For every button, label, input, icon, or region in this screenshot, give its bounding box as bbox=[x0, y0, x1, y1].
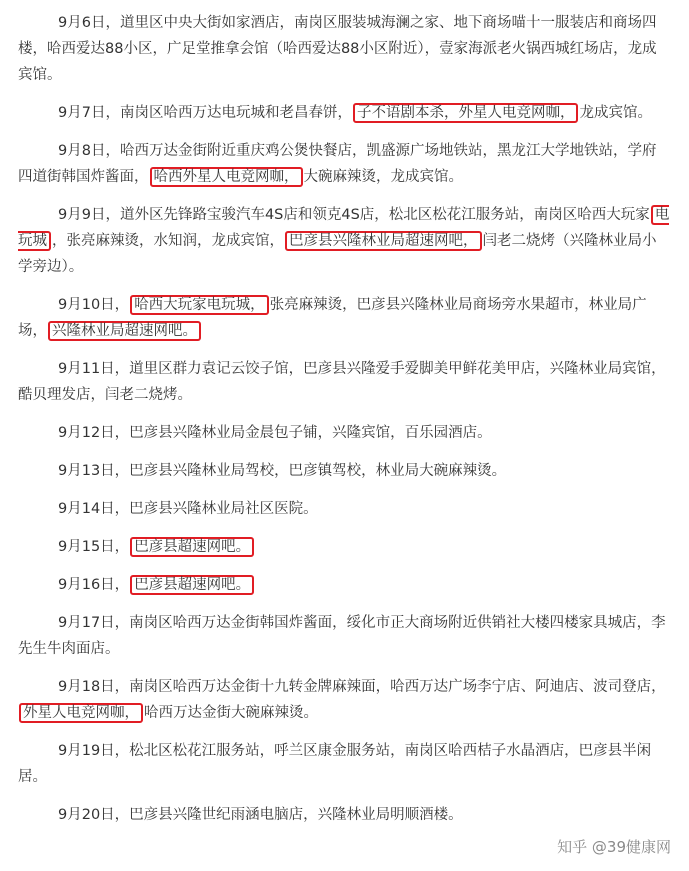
highlighted-location: 电玩城 bbox=[18, 207, 670, 249]
highlighted-location: 外星人电竞网咖， bbox=[19, 703, 143, 723]
itinerary-paragraph bbox=[18, 496, 670, 522]
itinerary-paragraph bbox=[18, 100, 670, 126]
paragraph-text: 大碗麻辣烫，龙成宾馆。 bbox=[303, 169, 463, 185]
paragraph-text: 9月7日，南岗区哈西万达电玩城和老昌春饼， bbox=[58, 105, 352, 121]
itinerary-paragraph bbox=[18, 610, 670, 662]
zhihu-watermark: 知乎 @39健康网 bbox=[557, 838, 671, 856]
itinerary-paragraph bbox=[18, 420, 670, 446]
paragraph-text: 9月19日，松北区松花江服务站，呼兰区康金服务站，南岗区哈西桔子水晶酒店，巴彦县半闲居。 bbox=[18, 743, 652, 785]
itinerary-paragraph bbox=[18, 802, 670, 828]
highlighted-location: 巴彦县兴隆林业局超速网吧， bbox=[285, 231, 482, 251]
itinerary-paragraph bbox=[18, 202, 670, 280]
itinerary-paragraph bbox=[18, 458, 670, 484]
itinerary-paragraph bbox=[18, 674, 670, 726]
itinerary-paragraph bbox=[18, 138, 670, 190]
itinerary-paragraph bbox=[18, 10, 670, 88]
paragraph-text: 9月16日， bbox=[58, 577, 130, 593]
paragraph-text: 9月20日，巴彦县兴隆世纪雨涵电脑店，兴隆林业局明顺酒楼。 bbox=[58, 807, 463, 823]
paragraph-text: ，张亮麻辣烫，水知润，龙成宾馆， bbox=[52, 233, 284, 249]
paragraph-text: 9月11日，道里区群力袁记云饺子馆，巴彦县兴隆爱手爱脚美甲鲜花美甲店，兴隆林业局宾馆，酷贝理发店，闫老二烧烤。 bbox=[18, 361, 666, 403]
paragraph-text: 9月10日， bbox=[58, 297, 130, 313]
itinerary-paragraph bbox=[18, 534, 670, 560]
paragraph-text: 9月6日，道里区中央大街如家酒店，南岗区服装城海澜之家、地下商场喵十一服装店和商场四楼，哈西爱达88小区，广足堂推拿会馆（哈西爱达88小区附近），壹家海派老火锅西城红场店，龙成宾馆。 bbox=[18, 15, 657, 83]
paragraph-text: 9月14日，巴彦县兴隆林业局社区医院。 bbox=[58, 501, 318, 517]
highlighted-location: 哈西大玩家电玩城， bbox=[130, 295, 269, 315]
itinerary-paragraph bbox=[18, 292, 670, 344]
highlighted-location: 巴彦县超速网吧。 bbox=[130, 575, 254, 595]
paragraph-text: 哈西万达金街大碗麻辣烫。 bbox=[144, 705, 318, 721]
highlighted-location: 兴隆林业局超速网吧。 bbox=[48, 321, 201, 341]
itinerary-paragraph bbox=[18, 572, 670, 598]
paragraph-text: 龙成宾馆。 bbox=[579, 105, 652, 121]
paragraph-text: 9月8日，哈西万达金街附近重庆鸡公煲快餐店，凯盛源广场地铁站，黑龙江大学地铁站，学府四道街韩国炸酱面， bbox=[18, 143, 657, 185]
highlighted-location: 哈西外星人电竞网咖， bbox=[150, 167, 303, 187]
highlighted-location: 巴彦县超速网吧。 bbox=[130, 537, 254, 557]
paragraph-text: 张亮麻辣烫，巴彦县兴隆林业局商场旁水果超市，林业局广场， bbox=[18, 297, 647, 339]
highlighted-location: 子不语剧本杀，外星人电竞网咖， bbox=[353, 103, 579, 123]
paragraph-text: 9月12日，巴彦县兴隆林业局金晨包子铺，兴隆宾馆，百乐园酒店。 bbox=[58, 425, 492, 441]
paragraph-text: 闫老二烧烤（兴隆林业局小学旁边）。 bbox=[18, 233, 657, 275]
itinerary-paragraph bbox=[18, 356, 670, 408]
paragraph-text: 9月18日，南岗区哈西万达金街十九转金牌麻辣面，哈西万达广场李宁店、阿迪店、波司登店， bbox=[58, 679, 666, 695]
paragraph-text: 9月15日， bbox=[58, 539, 130, 555]
itinerary-paragraph bbox=[18, 738, 670, 790]
paragraph-text: 9月9日，道外区先锋路宝骏汽车4S店和领克4S店，松北区松花江服务站，南岗区哈西大玩家 bbox=[58, 207, 650, 223]
paragraph-text: 9月17日，南岗区哈西万达金街韩国炸酱面，绥化市正大商场附近供销社大楼四楼家具城店，李先生牛肉面店。 bbox=[18, 615, 666, 657]
article-body bbox=[18, 10, 670, 840]
paragraph-text: 9月13日，巴彦县兴隆林业局驾校，巴彦镇驾校，林业局大碗麻辣烫。 bbox=[58, 463, 507, 479]
